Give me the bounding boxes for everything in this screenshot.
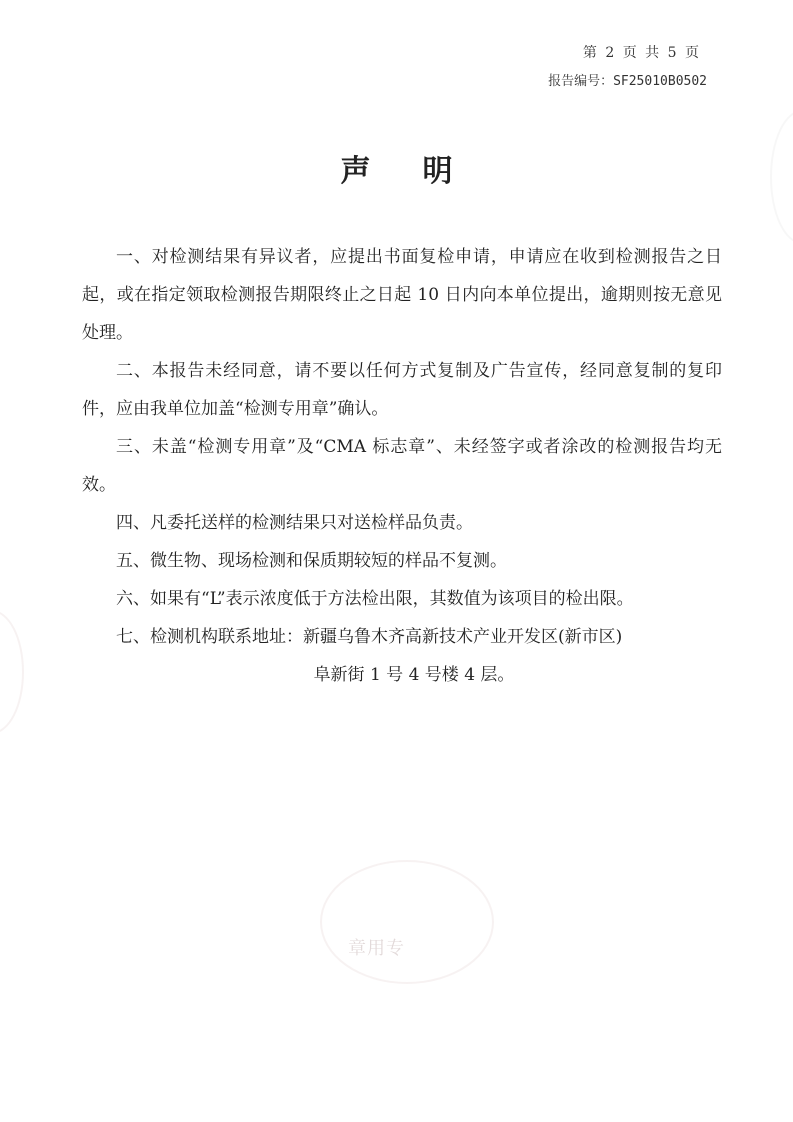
page-number: 第 2 页 共 5 页 [582, 45, 701, 61]
statement-item-7: 七、检测机构联系地址：新疆乌鲁木齐高新技术产业开发区(新市区) [116, 627, 623, 647]
statement-item-2: 二、本报告未经同意，请不要以任何方式复制及广告宣传，经同意复制的复印件，应由我单位加盖“检测专用章”确认。 [82, 361, 722, 419]
statement-item-3: 三、未盖“检测专用章”及“CMA 标志章”、未经签字或者涂改的检测报告均无效。 [82, 437, 722, 495]
statement-item-6: 六、如果有“L”表示浓度低于方法检出限，其数值为该项目的检出限。 [116, 589, 634, 609]
faint-stamp-edge-right [770, 110, 793, 244]
statement-item-5: 五、微生物、现场检测和保质期较短的样品不复测。 [116, 551, 507, 571]
statement-item-1: 一、对检测结果有异议者，应提出书面复检申请，申请应在收到检测报告之日起，或在指定领取检测报告期限终止之日起 10 日内向本单位提出，逾期则按无意见处理。 [82, 247, 722, 343]
faint-stamp-edge-left [0, 610, 24, 734]
page-title: 声明 [340, 154, 505, 189]
report-number: 报告编号：SF25010B0502 [548, 74, 707, 89]
stamp-text: 章用专 [348, 938, 405, 959]
faint-stamp-mark [320, 860, 494, 984]
statement-item-4: 四、凡委托送样的检测结果只对送检样品负责。 [116, 513, 473, 533]
address-continuation: 阜新街 1 号 4 号楼 4 层。 [313, 665, 515, 685]
statement-body [82, 238, 722, 694]
